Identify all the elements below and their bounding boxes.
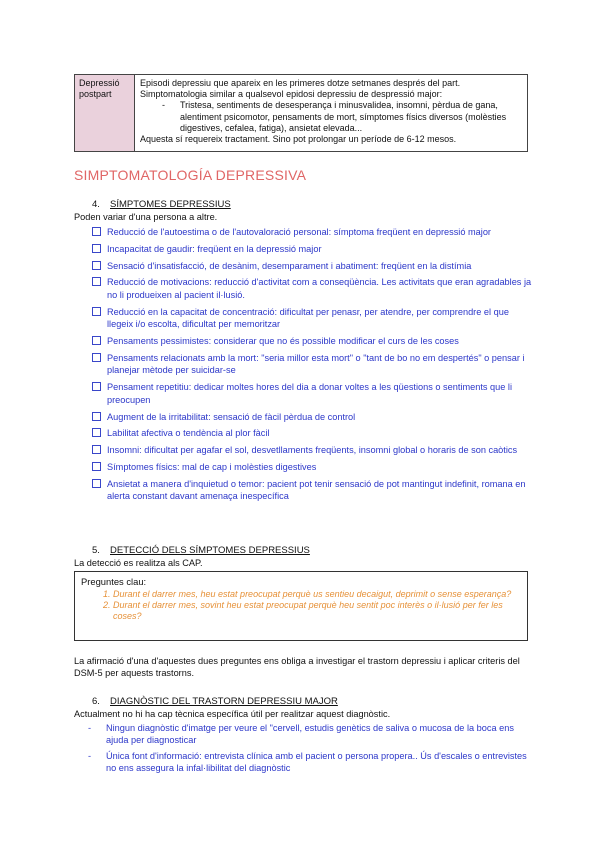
checklist-item xyxy=(92,276,532,301)
section-5-intro: La detecció es realitza als CAP. xyxy=(74,558,203,568)
checklist-item xyxy=(92,226,532,239)
table-line-2: Simptomatologia similar a qualsevol epidosi depressiu de despressió major: xyxy=(140,89,443,100)
section-title: SÍMPTOMES DEPRESSIUS xyxy=(110,199,231,210)
table-label: Depressió postpart xyxy=(75,75,135,151)
checkbox-icon[interactable] xyxy=(92,479,101,488)
checkbox-icon[interactable] xyxy=(92,382,101,391)
checkbox-icon[interactable] xyxy=(92,244,101,253)
checklist-item-text: Símptomes físics: mal de cap i molèsties digestives xyxy=(107,461,317,472)
diagnosis-list-item xyxy=(88,722,528,747)
checkbox-icon[interactable] xyxy=(92,428,101,437)
checklist-item xyxy=(92,352,532,377)
section-4-heading xyxy=(92,199,231,210)
checklist-item-text: Incapacitat de gaudir: freqüent en la depressió major xyxy=(107,243,322,254)
checkbox-icon[interactable] xyxy=(92,307,101,316)
checklist-item-text: Reducció de motivacions: reducció d'activitat com a conseqüència. Les activitats que eran agradables ja no li produeixen al pacient il·lusió. xyxy=(107,277,532,300)
table-sub-item-text: Tristesa, sentiments de desesperança i minusvalidea, insomni, pèrdua de gana, alentiment psicomotor, pensaments de mort, símptomes físics diversos (molèsties digestives, cefalea, fatiga), ansietat elevada... xyxy=(180,100,507,133)
question-item: 2. Durant el darrer mes, sovint heu estat preocupat perquè heu sentit poc interès o il·lusió per fer les coses? xyxy=(113,600,521,622)
checklist-item-text: Pensaments pessimistes: considerar que no és possible modificar el curs de les coses xyxy=(107,336,459,347)
checklist-item-text: Ansietat a manera d'inquietud o temor: pacient pot tenir sensació de pot mantingut indefinit, romana en alerta constant davant amenaça inespecífica xyxy=(107,478,526,502)
section-5-heading xyxy=(92,545,310,556)
checkbox-icon[interactable] xyxy=(92,261,101,270)
checkbox-icon[interactable] xyxy=(92,277,101,286)
section-title: DIAGNÒSTIC DEL TRASTORN DEPRESSIU MAJOR xyxy=(110,696,338,707)
diagnosis-item-text: Ningun diagnòstic d'imatge per veure el "cervell, estudis genètics de saliva o mucosa de la boca ens ajuda per diagnosticar xyxy=(106,723,514,746)
checkbox-icon[interactable] xyxy=(92,412,101,421)
page-heading: SIMPTOMATOLOGÍA DEPRESSIVA xyxy=(74,167,307,183)
postpartum-table xyxy=(74,74,528,152)
question-item: 1. Durant el darrer mes, heu estat preocupat perquè us sentieu decaigut, deprimit o sense esperança? xyxy=(113,589,521,600)
checkbox-icon[interactable] xyxy=(92,445,101,454)
checklist-item xyxy=(92,478,532,503)
box-title: Preguntes clau: xyxy=(81,576,147,587)
checkbox-icon[interactable] xyxy=(92,227,101,236)
checklist-item-text: Reducció en la capacitat de concentració: dificultat per penasr, per atendre, per comprendre el que llegeix i/o escolta, dificultat per memoritzar xyxy=(107,306,509,330)
checklist-item xyxy=(92,427,532,440)
checklist-item xyxy=(92,381,532,406)
checklist-item-text: Reducció de l'autoestima o de l'autovaloració personal: símptoma freqüent en depressió major xyxy=(107,227,491,237)
checklist-item-text: Augment de la irritabilitat: sensació de fàcil pèrdua de control xyxy=(107,411,356,422)
checklist-item-text: Insomni: dificultat per agafar el sol, desvetllaments freqüents, insomni global o horaris de son caòtics xyxy=(107,445,518,456)
dash-bullet-icon: - xyxy=(88,750,92,761)
checklist-item xyxy=(92,260,532,273)
checklist-item xyxy=(92,411,532,424)
section-title: DETECCIÓ DELS SÍMPTOMES DEPRESSIUS xyxy=(110,545,310,556)
checklist-item-text: Sensació d'insatisfacció, de desànim, desemparament i abatiment: freqüent en la distímia xyxy=(107,260,472,271)
diagnosis-item-text: Única font d'informació: entrevista clínica amb el pacient o persona propera.. Ús d'escales o entrevistes no ens assegura la infal·libilitat del diagnòstic xyxy=(106,750,527,774)
checkbox-icon[interactable] xyxy=(92,353,101,362)
dash-bullet-icon: - xyxy=(162,100,165,111)
section-number: 5. xyxy=(92,545,100,556)
diagnosis-list-item xyxy=(88,750,528,775)
symptom-checklist xyxy=(92,226,532,507)
section-6-intro: Actualment no hi ha cap tècnica específica útil per realitzar aquest diagnòstic. xyxy=(74,709,391,719)
checklist-item xyxy=(92,444,532,457)
section-4-intro: Poden variar d'una persona a altre. xyxy=(74,212,218,222)
key-questions-box xyxy=(74,571,528,641)
checklist-item xyxy=(92,335,532,348)
question-list xyxy=(81,589,521,621)
checkbox-icon[interactable] xyxy=(92,462,101,471)
table-line-1: Episodi depressiu que apareix en les primeres dotze setmanes després del part. xyxy=(140,78,461,88)
dash-bullet-icon: - xyxy=(88,723,92,733)
section-number: 4. xyxy=(92,199,100,210)
checkbox-icon[interactable] xyxy=(92,336,101,345)
checklist-item-text: Pensaments relacionats amb la mort: "seria millor esta mort" o "tant de bo no em despertés" o pensar i planejar mètode per suicidar-se xyxy=(107,352,525,376)
section-6-heading xyxy=(92,696,338,707)
checklist-item-text: Pensament repetitiu: dedicar moltes hores del dia a donar voltes a les qüestions o sentiments que li preocupen xyxy=(107,382,512,405)
section-5-after-text: La afirmació d'una d'aquestes dues preguntes ens obliga a investigar el trastorn depressiu i aplicar criteris del DSM-5 per aquests trastorns. xyxy=(74,656,520,678)
table-body xyxy=(135,75,527,151)
checklist-item xyxy=(92,461,532,474)
section-number: 6. xyxy=(92,696,100,707)
table-sub-item xyxy=(140,100,522,134)
checklist-item xyxy=(92,243,532,256)
checklist-item xyxy=(92,306,532,331)
table-line-3: Aquesta sí requereix tractament. Sino pot prolongar un període de 6-12 mesos. xyxy=(140,134,457,145)
checklist-item-text: Labilitat afectiva o tendència al plor fàcil xyxy=(107,428,270,439)
diagnosis-list xyxy=(88,722,528,778)
